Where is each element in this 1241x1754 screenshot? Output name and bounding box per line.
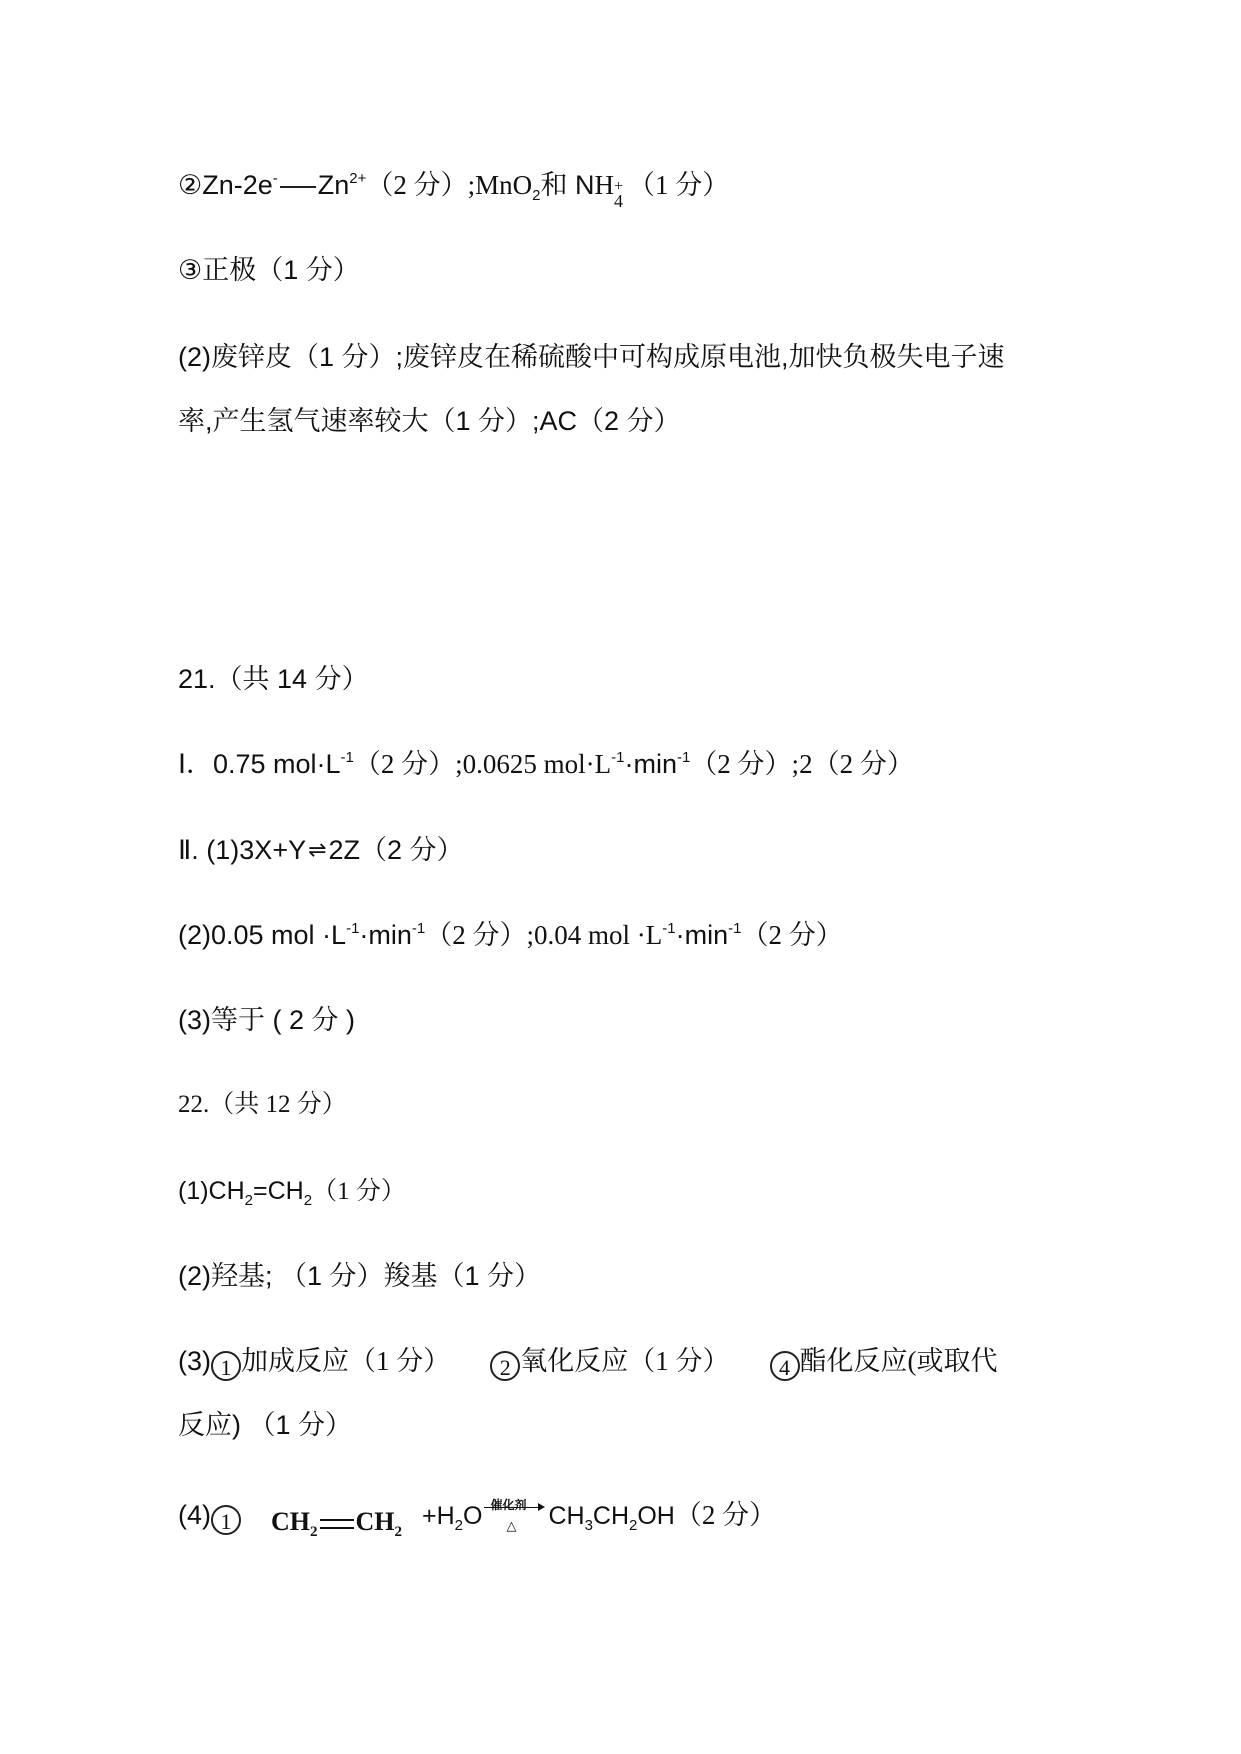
text-segment: Ⅰ．0.75 mol·L (178, 749, 341, 779)
subscript: 2 (394, 1524, 402, 1540)
text-segment: ②Zn-2e (178, 170, 273, 200)
answer-line-14: 反应) （1 分） (178, 1410, 353, 1440)
subscript: 3 (584, 1517, 593, 1534)
circled-number-icon: 4 (770, 1351, 800, 1381)
answer-line-6 (178, 747, 914, 781)
arrow-shaft (484, 1507, 542, 1508)
answer-line-1 (178, 168, 730, 211)
superscript: -1 (346, 920, 360, 937)
text-segment: （2 分）;0.04 mol ·L (425, 920, 663, 950)
text-segment: Ⅱ. (1)3X+Y (178, 835, 307, 865)
reaction-condition-arrow (484, 1494, 546, 1534)
answer-line-15 (178, 1494, 776, 1539)
double-bond-icon (320, 1519, 354, 1529)
superscript: -1 (611, 749, 625, 766)
superscript: - (272, 170, 278, 187)
arrow-head-icon (538, 1503, 545, 1511)
text-segment: 和 N (540, 170, 595, 200)
answer-line-8 (178, 918, 843, 952)
section-heading-21: 21.（共 14 分） (178, 664, 369, 694)
text-segment: (4) (178, 1500, 211, 1530)
text-segment: （1 分） (627, 170, 730, 200)
text-segment: O (463, 1502, 483, 1530)
text-segment: （2 分）;2（2 分） (690, 749, 914, 779)
heat-symbol-icon: △ (506, 1519, 517, 1534)
text-segment: 酯化反应(或取代 (799, 1346, 998, 1376)
catalyst-label: 催化剂 (490, 1498, 527, 1512)
subscript: 2 (310, 1524, 318, 1540)
circled-number-icon: 1 (211, 1351, 241, 1381)
ethene-structure (271, 1505, 402, 1539)
answer-line-12: (2)羟基; （1 分）羧基（1 分） (178, 1261, 542, 1291)
answer-line-13 (178, 1344, 998, 1381)
text-segment: （2 分）;0.0625 mol·L (353, 749, 612, 779)
text-segment: CH (548, 1502, 585, 1530)
subscript: 2 (629, 1517, 638, 1534)
text-segment: (2)0.05 mol ·L (178, 920, 347, 950)
text-segment: （1 分） (312, 1178, 406, 1205)
text-segment: （2 分）;MnO (366, 170, 533, 200)
text-segment: =CH (253, 1177, 304, 1205)
text-segment: (1)CH (178, 1177, 245, 1205)
subscript: 2 (532, 187, 541, 204)
superscript: -1 (728, 920, 742, 937)
reversible-arrow-icon: ⇌ (308, 837, 327, 862)
equals-bar (280, 186, 316, 188)
superscript: -1 (676, 749, 691, 766)
superscript: -1 (411, 920, 426, 937)
text-segment: (3) (178, 1346, 211, 1376)
answer-line-7 (178, 833, 464, 869)
text-segment: （2 分） (674, 1500, 777, 1530)
superscript: -1 (340, 749, 354, 766)
section-heading-22: 22.（共 12 分） (178, 1091, 347, 1118)
text-segment: +H (422, 1502, 455, 1530)
text-segment: ·min (675, 920, 729, 950)
text-segment: 2Z（2 分） (328, 835, 464, 865)
text-segment: ·min (359, 920, 412, 950)
text-segment: 氧化反应（1 分） (520, 1346, 730, 1376)
text-segment: ·min (624, 749, 677, 779)
answer-line-11 (178, 1174, 406, 1209)
text-segment: CH (355, 1507, 395, 1536)
text-segment: Zn (317, 170, 350, 200)
answer-line-3: (2)废锌皮（1 分）;废锌皮在稀硫酸中可构成原电池,加快负极失电子速 (178, 342, 1005, 372)
subscript: 2 (244, 1192, 254, 1209)
text-segment: CH (592, 1502, 630, 1530)
answer-line-9: (3)等于 ( 2 分 ) (178, 1005, 356, 1035)
answer-line-2: ③正极（1 分） (178, 255, 360, 285)
superscript: 2+ (349, 170, 367, 187)
ammonium-formula (594, 170, 628, 211)
subscript: 2 (454, 1517, 463, 1534)
text-segment: （2 分） (741, 920, 843, 950)
superscript: -1 (662, 920, 676, 937)
subscript: 4 (613, 191, 623, 211)
text-segment: 加成反应（1 分） (241, 1346, 451, 1376)
text-segment: H (594, 170, 614, 200)
superscript: + (613, 178, 624, 195)
circled-number-icon: 2 (490, 1351, 520, 1381)
text-segment: CH (271, 1507, 310, 1536)
text-segment: OH (637, 1502, 675, 1530)
circled-number-icon: 1 (211, 1505, 241, 1535)
subscript: 2 (303, 1192, 313, 1209)
answer-line-4: 率,产生氢气速率较大（1 分）;AC（2 分） (178, 406, 681, 436)
